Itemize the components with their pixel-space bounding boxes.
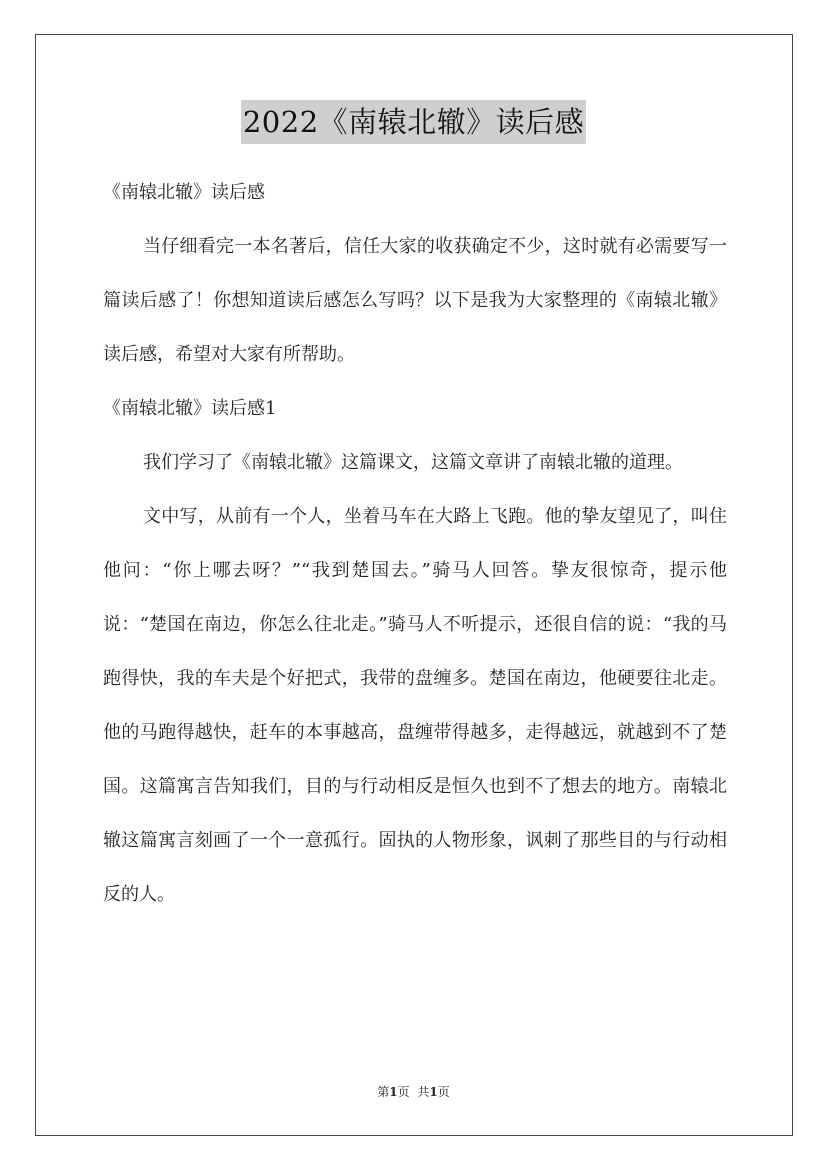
page-prefix: 第 — [377, 1085, 390, 1099]
document-title: 2022《南辕北辙》读后感 — [241, 100, 586, 144]
title-container — [0, 100, 827, 144]
page-number: 1 — [389, 1085, 398, 1099]
total-prefix: 共 — [417, 1085, 430, 1099]
total-pages: 1 — [429, 1085, 438, 1099]
total-suffix: 页 — [437, 1085, 450, 1099]
section-heading: 《南辕北辙》读后感1 — [103, 398, 277, 419]
section-heading: 《南辕北辙》读后感 — [103, 182, 265, 203]
document-body — [103, 166, 727, 922]
page-suffix: 页 — [397, 1085, 410, 1099]
body-paragraph: 文中写，从前有一个人，坐着马车在大路上飞跑。他的挚友望见了，叫住他问：“你上哪去呀？”“我到楚国去。”骑马人回答。挚友很惊奇，提示他说：“楚国在南边，你怎么往北走。”骑马人不听提示，还很自信的说：“我的马跑得快，我的车夫是个好把式，我带的盘缠多。楚国在南边，他硬要往北走。他的马跑得越快，赶车的本事越高，盘缠带得越多，走得越远，就越到不了楚国。这篇寓言告知我们，目的与行动相反是恒久也到不了想去的地方。南辕北辙这篇寓言刻画了一个一意孤行。固执的人物形象，讽刺了那些目的与行动相反的人。 — [103, 506, 727, 905]
body-paragraph: 我们学习了《南辕北辙》这篇课文，这篇文章讲了南辕北辙的道理。 — [143, 452, 683, 473]
intro-paragraph: 当仔细看完一本名著后，信任大家的收获确定不少，这时就有必需要写一篇读后感了！你想知道读后感怎么写吗？以下是我为大家整理的《南辕北辙》读后感，希望对大家有所帮助。 — [103, 236, 727, 365]
page-footer — [0, 1083, 827, 1100]
